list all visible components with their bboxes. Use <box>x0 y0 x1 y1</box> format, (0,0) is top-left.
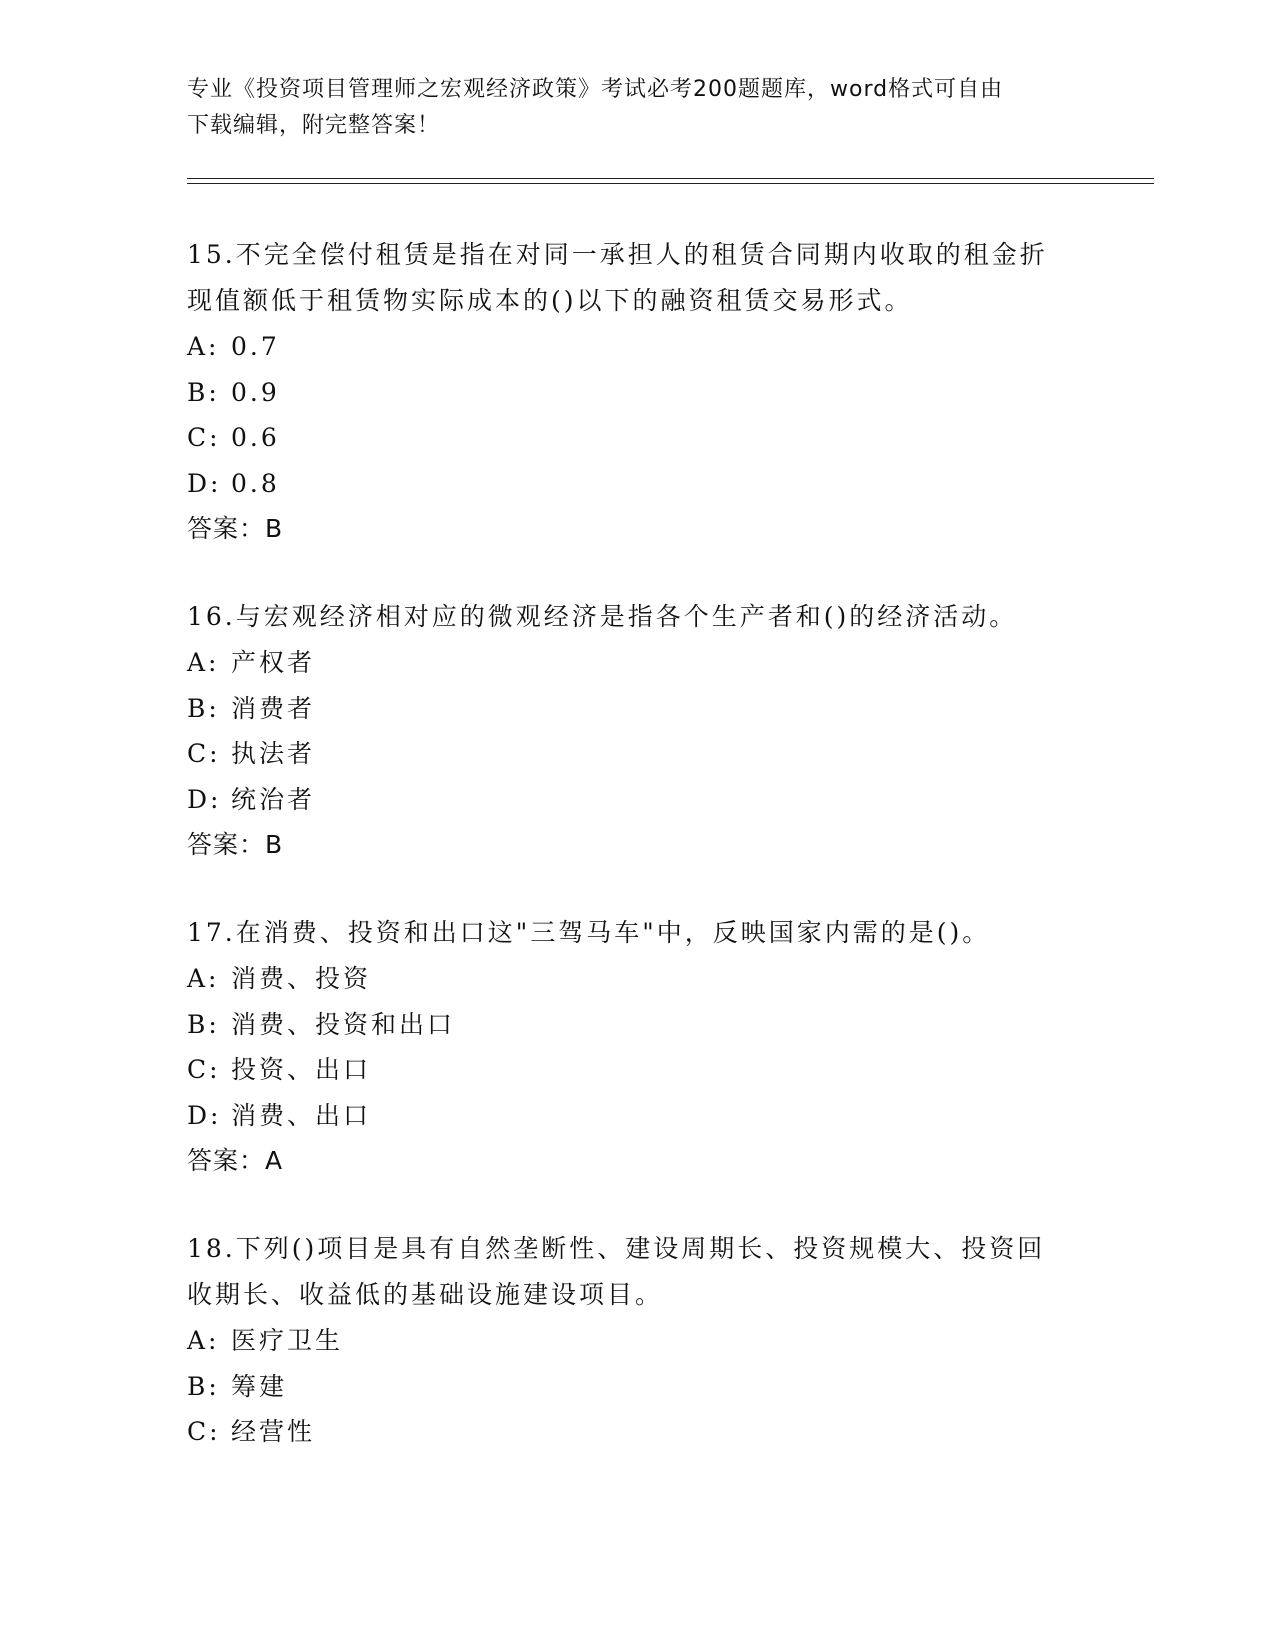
option-text: 统治者 <box>231 784 316 814</box>
option-b <box>187 370 1087 416</box>
option-text: 0.8 <box>231 468 280 498</box>
option-letter: A: <box>187 648 220 677</box>
option-letter: B: <box>187 1371 220 1401</box>
question-17 <box>187 910 1087 1184</box>
option-letter: D: <box>187 784 222 814</box>
question-stem-line-1: 17.在消费、投资和出口这"三驾马车"中，反映国家内需的是()。 <box>187 918 991 947</box>
question-18 <box>187 1226 1087 1455</box>
option-c <box>187 415 1087 461</box>
header-line-1: 专业《投资项目管理师之宏观经济政策》考试必考200题题库，word格式可自由 <box>187 77 1004 102</box>
option-d <box>187 777 1087 823</box>
header-line-2: 下载编辑，附完整答案！ <box>187 113 441 138</box>
option-text: 执法者 <box>231 739 316 768</box>
option-letter: D: <box>187 468 222 498</box>
option-letter: C: <box>187 1417 221 1446</box>
option-b <box>187 686 1087 732</box>
option-letter: B: <box>187 1009 220 1039</box>
question-stem-line-1: 16.与宏观经济相对应的微观经济是指各个生产者和()的经济活动。 <box>187 602 1018 631</box>
question-stem-line-1: 15.不完全偿付租赁是指在对同一承担人的租赁合同期内收取的租金折 <box>187 240 1048 269</box>
option-a <box>187 1318 1087 1364</box>
option-c <box>187 1047 1087 1093</box>
option-letter: C: <box>187 739 221 768</box>
option-c <box>187 1409 1087 1455</box>
option-letter: D: <box>187 1100 222 1130</box>
option-text: 消费者 <box>231 693 316 723</box>
option-text: 医疗卫生 <box>231 1326 344 1355</box>
option-b <box>187 1364 1087 1410</box>
option-letter: A: <box>187 1326 220 1355</box>
option-d <box>187 1093 1087 1139</box>
option-letter: C: <box>187 423 221 452</box>
option-text: 经营性 <box>231 1417 316 1446</box>
option-letter: A: <box>187 964 220 993</box>
option-a <box>187 956 1087 1002</box>
option-letter: B: <box>187 377 220 407</box>
question-stem-line-1: 18.下列()项目是具有自然垄断性、建设周期长、投资规模大、投资回 <box>187 1234 1046 1263</box>
option-text: 筹建 <box>231 1371 288 1401</box>
option-text: 消费、投资和出口 <box>231 1009 456 1039</box>
header-divider-bottom <box>187 183 1154 184</box>
option-text: 0.7 <box>231 332 280 361</box>
option-text: 消费、出口 <box>231 1100 372 1130</box>
answer-line: 答案：A <box>187 1146 284 1175</box>
option-text: 投资、出口 <box>231 1055 372 1084</box>
option-d <box>187 461 1087 507</box>
question-list <box>187 232 1087 1497</box>
option-letter: A: <box>187 332 220 361</box>
option-a <box>187 324 1087 370</box>
header-divider-top <box>187 178 1154 179</box>
question-16 <box>187 594 1087 868</box>
question-stem-line-2: 现值额低于租赁物实际成本的()以下的融资租赁交易形式。 <box>187 286 913 315</box>
option-letter: B: <box>187 693 220 723</box>
option-letter: C: <box>187 1055 221 1084</box>
option-a <box>187 640 1087 686</box>
option-text: 0.6 <box>231 423 280 452</box>
answer-line: 答案：B <box>187 830 284 859</box>
document-header <box>187 72 1087 144</box>
question-stem-line-2: 收期长、收益低的基础设施建设项目。 <box>187 1280 664 1309</box>
option-c <box>187 731 1087 777</box>
answer-line: 答案：B <box>187 514 284 543</box>
question-15 <box>187 232 1087 552</box>
option-text: 消费、投资 <box>231 964 372 993</box>
option-b <box>187 1002 1087 1048</box>
option-text: 0.9 <box>231 377 280 407</box>
option-text: 产权者 <box>231 648 316 677</box>
